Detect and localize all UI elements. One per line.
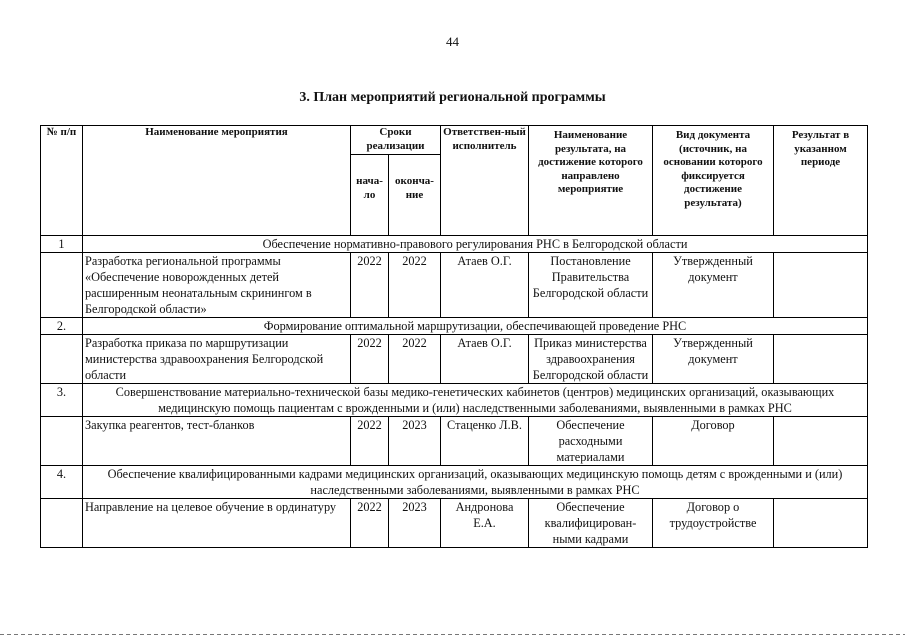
page-number: 44 <box>446 34 459 49</box>
activity-name: Разработка региональной программы «Обеспечение новорожденных детей расширенным неонатальным скринингом в Белгородской области» <box>83 253 351 318</box>
document-type: Утвержденный документ <box>653 335 774 384</box>
row-num <box>41 335 83 384</box>
start-year: 2022 <box>351 335 389 384</box>
activity-name: Направление на целевое обучение в ординатуру <box>83 499 351 548</box>
header-end: оконча-ние <box>389 155 441 236</box>
start-year: 2022 <box>351 253 389 318</box>
period-result <box>774 417 868 466</box>
document-type: Утвержденный документ <box>653 253 774 318</box>
section-row <box>41 466 868 499</box>
table-row <box>41 499 868 548</box>
end-year: 2023 <box>389 499 441 548</box>
result-name: Обеспечение расходными материалами <box>529 417 653 466</box>
period-result <box>774 499 868 548</box>
result-name: Постановление Правительства Белгородской области <box>529 253 653 318</box>
header-terms: Сроки реализации <box>351 126 441 155</box>
table-row <box>41 417 868 466</box>
activity-name: Закупка реагентов, тест-бланков <box>83 417 351 466</box>
activity-name: Разработка приказа по маршрутизации министерства здравоохранения Белгородской области <box>83 335 351 384</box>
section-row <box>41 384 868 417</box>
header-responsible: Ответствен-ный исполнитель <box>441 126 529 236</box>
section-title: Совершенствование материально-технической базы медико-генетических кабинетов (центров) медицинских организаций, оказывающих медицинскую помощь пациентам с врожденными и (или) наследственными заболеваниями, выявленными в рамках РНС <box>83 384 868 417</box>
section-title: Обеспечение квалифицированными кадрами медицинских организаций, оказывающих медицинскую помощь детям с врожденными и (или) наследственными заболеваниями, выявленными в рамках РНС <box>83 466 868 499</box>
section-num: 1 <box>41 236 83 253</box>
section-title: Обеспечение нормативно-правового регулирования РНС в Белгородской области <box>83 236 868 253</box>
start-year: 2022 <box>351 417 389 466</box>
section-row <box>41 318 868 335</box>
section-num: 2. <box>41 318 83 335</box>
responsible-person: Атаев О.Г. <box>441 253 529 318</box>
responsible-person: Стаценко Л.В. <box>441 417 529 466</box>
row-num <box>41 417 83 466</box>
document-type: Договор о трудоустройстве <box>653 499 774 548</box>
header-doc-type: Вид документа (источник, на основании которого фиксируется достижение результата) <box>653 126 774 236</box>
end-year: 2023 <box>389 417 441 466</box>
section-num: 3. <box>41 384 83 417</box>
header-name: Наименование мероприятия <box>83 126 351 236</box>
period-result <box>774 253 868 318</box>
header-start: нача-ло <box>351 155 389 236</box>
scan-edge-line <box>0 634 905 635</box>
table-row <box>41 335 868 384</box>
period-result <box>774 335 868 384</box>
section-num: 4. <box>41 466 83 499</box>
responsible-person: Атаев О.Г. <box>441 335 529 384</box>
plan-table <box>40 125 868 548</box>
document-type: Договор <box>653 417 774 466</box>
section-title: Формирование оптимальной маршрутизации, обеспечивающей проведение РНС <box>83 318 868 335</box>
row-num <box>41 499 83 548</box>
header-period-result: Результат в указанном периоде <box>774 126 868 236</box>
result-name: Приказ министерства здравоохранения Белгородской области <box>529 335 653 384</box>
end-year: 2022 <box>389 253 441 318</box>
start-year: 2022 <box>351 499 389 548</box>
result-name: Обеспечение квалифицирован-ными кадрами <box>529 499 653 548</box>
table-row <box>41 253 868 318</box>
header-num: № п/п <box>41 126 83 236</box>
document-title: 3. План мероприятий региональной программы <box>299 90 606 105</box>
end-year: 2022 <box>389 335 441 384</box>
responsible-person: Андронова Е.А. <box>441 499 529 548</box>
section-row <box>41 236 868 253</box>
row-num <box>41 253 83 318</box>
header-result-name: Наименование результата, на достижение которого направлено мероприятие <box>529 126 653 236</box>
